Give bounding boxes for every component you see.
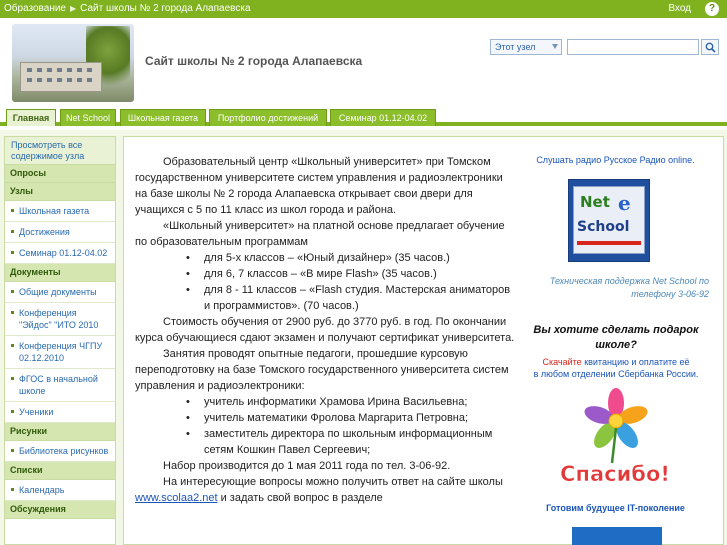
- breadcrumb-item-education[interactable]: Образование: [4, 3, 66, 14]
- bullet-icon: [11, 449, 14, 452]
- sidebar-item-label: Календарь: [19, 485, 65, 495]
- tab-school-newspaper[interactable]: Школьная газета: [120, 109, 206, 126]
- breadcrumb: [4, 3, 251, 14]
- net-school-logo-net: Net: [580, 193, 610, 211]
- gift-heading: Вы хотите сделать подарок школе?: [533, 324, 699, 351]
- article-text: и задать свой вопрос в разделе: [220, 492, 383, 504]
- bullet-icon: [11, 251, 14, 254]
- sidebar-heading-sites[interactable]: Узлы: [5, 183, 115, 201]
- sidebar-item-students[interactable]: [5, 402, 115, 423]
- sidebar-heading-discussions[interactable]: Обсуждения: [5, 501, 115, 519]
- top-navigation-tabs: [0, 106, 727, 126]
- it-generation-banner[interactable]: [572, 527, 662, 545]
- sidebar-item-label: Достижения: [19, 227, 70, 237]
- sidebar-item-label: Ученики: [19, 407, 54, 417]
- tech-support-text[interactable]: Техническая поддержка Net School по телефону 3-06-92: [549, 276, 709, 299]
- bullet-icon: [11, 230, 14, 233]
- sidebar-item-label: Конференция ЧГПУ 02.12.2010: [19, 341, 103, 363]
- article-paragraph: Стоимость обучения от 2900 руб. до 3770 руб. в год. По окончании курса обучающиеся сдают экзамен и получают сертификат университета.: [135, 316, 515, 344]
- school-site-link[interactable]: www.scolaa2.net: [135, 492, 218, 504]
- sidebar-item-seminar[interactable]: [5, 243, 115, 264]
- bullet-icon: [11, 377, 14, 380]
- teacher-list-item: [135, 410, 515, 426]
- course-list-item: [135, 266, 515, 282]
- sidebar-item-achievements[interactable]: [5, 222, 115, 243]
- sidebar-heading-pictures[interactable]: Рисунки: [5, 423, 115, 441]
- teacher-list-item: [135, 394, 515, 410]
- site-title[interactable]: Сайт школы № 2 города Алапаевска: [145, 54, 363, 68]
- teacher-text: учитель математики Фролова Маргарита Петровна;: [204, 412, 469, 424]
- thank-you-flower-image: [550, 387, 680, 487]
- net-school-banner[interactable]: [568, 179, 650, 262]
- radio-online-link[interactable]: Слушать радио Русское Радио online.: [536, 155, 695, 165]
- article-paragraph: [135, 474, 515, 506]
- bullet-icon: •: [186, 412, 190, 424]
- top-bar: [0, 0, 727, 18]
- search-scope-dropdown[interactable]: [490, 39, 562, 55]
- sidebar-item-fgos[interactable]: [5, 369, 115, 402]
- search-button[interactable]: [701, 39, 719, 55]
- course-text: для 8 - 11 классов – «Flash студия. Мастерская аниматоров и программистов». (70 часов.): [204, 284, 511, 312]
- left-sidebar: [4, 136, 116, 545]
- thank-you-text: Спасибо!: [560, 462, 670, 486]
- course-text: для 6, 7 классов – «В мире Flash» (35 часов.): [204, 268, 437, 280]
- sidebar-item-school-newspaper[interactable]: [5, 201, 115, 222]
- bullet-icon: [11, 344, 14, 347]
- sidebar-item-label: Школьная газета: [19, 206, 90, 216]
- tab-seminar[interactable]: Семинар 01.12-04.02: [330, 109, 436, 126]
- it-generation-link[interactable]: Готовим будущее IT-поколение: [546, 503, 685, 513]
- search-scope-value: Этот узел: [495, 42, 536, 52]
- gift-text-line2: в любом отделении Сбербанка России.: [533, 369, 699, 379]
- sidebar-item-picture-library[interactable]: [5, 441, 115, 462]
- tab-home[interactable]: Главная: [6, 109, 56, 126]
- announcement-article: [135, 154, 515, 506]
- article-paragraph: Занятия проводят опытные педагоги, прошедшие курсовую переподготовку на базе Томского государственного университета систем управления и радиоэлектроники:: [135, 348, 509, 392]
- bullet-icon: [11, 488, 14, 491]
- teacher-text: учитель информатики Храмова Ирина Васильевна;: [204, 396, 468, 408]
- sidebar-item-chgpu-conference[interactable]: [5, 336, 115, 369]
- sidebar-item-shared-documents[interactable]: [5, 282, 115, 303]
- bullet-icon: •: [186, 252, 190, 264]
- teacher-text: заместитель директора по школьным информационным сетям Кошкин Павел Сергеевич;: [204, 428, 493, 456]
- sidebar-item-label: Конференция "Эйдос" "ИТО 2010: [19, 308, 99, 330]
- sidebar-item-calendar[interactable]: [5, 480, 115, 501]
- article-paragraph: Образовательный центр «Школьный университет» при Томском государственном университете систем управления и радиоэлектроники на базе школы № 2 города Алапаевска открывает свои двери для учащихся с 5 по 11 класс из школ города и района.: [135, 156, 503, 216]
- search-icon: [705, 42, 716, 53]
- site-header: [0, 18, 727, 106]
- bullet-icon: [11, 311, 14, 314]
- breadcrumb-separator-icon: ▶: [69, 4, 77, 13]
- tab-net-school[interactable]: Net School: [60, 109, 116, 126]
- course-list-item: [135, 250, 515, 266]
- sidebar-item-label: Общие документы: [19, 287, 97, 297]
- bullet-icon: •: [186, 428, 190, 440]
- search-input[interactable]: [567, 39, 699, 55]
- school-building-image: [20, 62, 102, 92]
- bullet-icon: •: [186, 396, 190, 408]
- article-text: На интересующие вопросы можно получить ответ на сайте школы: [163, 476, 503, 488]
- bullet-icon: [11, 410, 14, 413]
- article-paragraph: «Школьный университет» на платной основе предлагает обучение по образовательным программам: [135, 220, 505, 248]
- breadcrumb-item-site[interactable]: Сайт школы № 2 города Алапаевска: [80, 3, 251, 14]
- gift-instructions: [516, 356, 716, 380]
- bullet-icon: [11, 290, 14, 293]
- login-link[interactable]: Вход: [668, 3, 691, 14]
- school-logo[interactable]: [12, 24, 134, 102]
- sidebar-item-eidos-conference[interactable]: [5, 303, 115, 336]
- help-icon[interactable]: ?: [705, 2, 719, 16]
- course-list-item: [135, 282, 515, 314]
- chevron-down-icon: [552, 44, 558, 49]
- sidebar-item-label: ФГОС в начальной школе: [19, 374, 98, 396]
- sidebar-heading-lists[interactable]: Списки: [5, 462, 115, 480]
- main-content: [123, 136, 724, 545]
- net-school-logo-school: School: [577, 219, 630, 235]
- bullet-icon: [11, 209, 14, 212]
- browser-e-icon: e: [618, 191, 631, 215]
- course-text: для 5-х классов – «Юный дизайнер» (35 часов.): [204, 252, 450, 264]
- article-paragraph: Набор производится до 1 мая 2011 года по тел. 3-06-92.: [163, 460, 451, 472]
- gift-text-line1: квитанцию и оплатите её: [584, 357, 690, 367]
- teacher-list-item: [135, 426, 515, 458]
- view-all-content-link[interactable]: Просмотреть все содержимое узла: [5, 137, 115, 165]
- download-link[interactable]: Скачайте: [542, 357, 582, 367]
- sidebar-item-label: Библиотека рисунков: [19, 446, 109, 456]
- sidebar-heading-documents[interactable]: Документы: [5, 264, 115, 282]
- right-column: [508, 137, 723, 545]
- bullet-icon: •: [186, 268, 190, 280]
- tab-portfolio[interactable]: Портфолио достижений: [209, 109, 327, 126]
- logo-underline: [577, 241, 641, 245]
- sidebar-heading-polls[interactable]: Опросы: [5, 165, 115, 183]
- sidebar-item-label: Семинар 01.12-04.02: [19, 248, 108, 258]
- bullet-icon: •: [186, 284, 190, 296]
